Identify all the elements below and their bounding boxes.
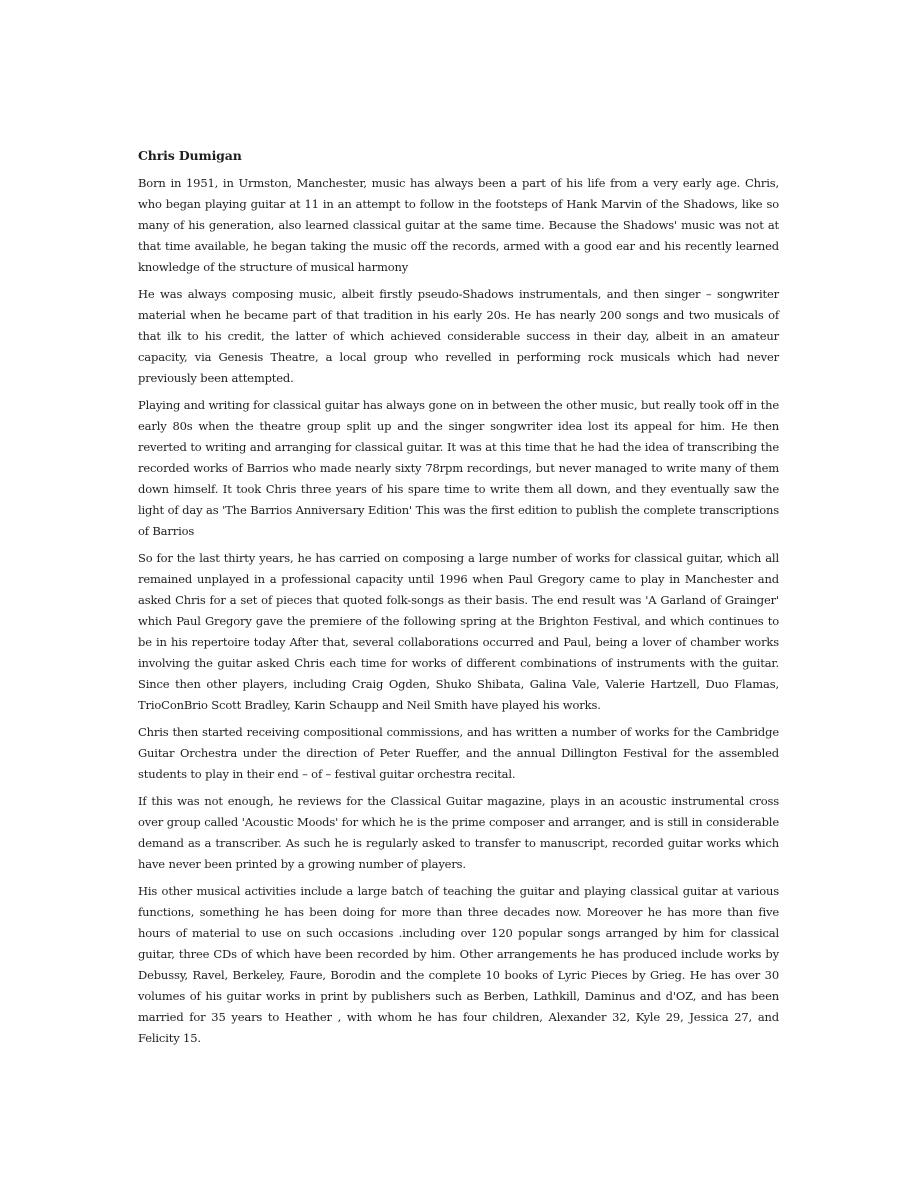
biography-title: Chris Dumigan — [138, 148, 242, 163]
paragraph-other-activities: His other musical activities include a large batch of teaching the guitar and playing classical guitar at various functions, something he has been doing for more than three decades now. Moreover he has more than five hours of material to use on such occasions .including over 120 popular songs arranged by him for classical guitar, three CDs of which have been recorded by him. Other arrangements he has produced include works by Debussy, Ravel, Berkeley, Faure, Borodin and the complete 10 books of Lyric Pieces by Grieg. He has over 30 volumes of his guitar works in print by publishers such as Berben, Lathkill, Daminus and d'OZ, and has been married for 35 years to Heather , with whom he has four children, Alexander 32, Kyle 29, Jessica 27, and Felicity 15. — [138, 884, 779, 1045]
paragraph-early-life: Born in 1951, in Urmston, Manchester, music has always been a part of his life from a very early age. Chris, who began playing guitar at 11 in an attempt to follow in the footsteps of Hank Marvin of the Shadows, like so many of his generation, also learned classical guitar at the same time. Because the Shadows' music was not at that time available, he began taking the music off the records, armed with a good ear and his recently learned knowledge of the structure of musical harmony — [138, 176, 779, 274]
paragraph-commissions: Chris then started receiving compositional commissions, and has written a number of works for the Cambridge Guitar Orchestra under the direction of Peter Rueffer, and the annual Dillington Festival for the assembled students to play in their end – of – festival guitar orchestra recital. — [138, 725, 779, 781]
paragraph-barrios-edition: Playing and writing for classical guitar has always gone on in between the other music, but really took off in the early 80s when the theatre group split up and the singer songwriter idea lost its appeal for him. He then reverted to writing and arranging for classical guitar. It was at this time that he had the idea of transcribing the recorded works of Barrios who made nearly sixty 78rpm recordings, but never managed to write many of them down himself. It took Chris three years of his spare time to write them all down, and they eventually saw the light of day as 'The Barrios Anniversary Edition' This was the first edition to publish the complete transcriptions of Barrios — [138, 398, 779, 538]
paragraph-songwriting: He was always composing music, albeit firstly pseudo-Shadows instrumentals, and then singer – songwriter material when he became part of that tradition in his early 20s. He has nearly 200 songs and two musicals of that ilk to his credit, the latter of which achieved considerable success in their day, albeit in an amateur capacity, via Genesis Theatre, a local group who revelled in performing rock musicals which had never previously been attempted. — [138, 287, 779, 385]
biography-body — [138, 146, 779, 1055]
paragraph-reviews-transcription: If this was not enough, he reviews for the Classical Guitar magazine, plays in an acoustic instrumental cross over group called 'Acoustic Moods' for which he is the prime composer and arranger, and is still in considerable demand as a transcriber. As such he is regularly asked to transfer to manuscript, recorded guitar works which have never been printed by a growing number of players. — [138, 794, 779, 871]
paragraph-classical-works: So for the last thirty years, he has carried on composing a large number of works for classical guitar, which all remained unplayed in a professional capacity until 1996 when Paul Gregory came to play in Manchester and asked Chris for a set of pieces that quoted folk-songs as their basis. The end result was 'A Garland of Grainger' which Paul Gregory gave the premiere of the following spring at the Brighton Festival, and which continues to be in his repertoire today After that, several collaborations occurred and Paul, being a lover of chamber works involving the guitar asked Chris each time for works of different combinations of instruments with the guitar. Since then other players, including Craig Ogden, Shuko Shibata, Galina Vale, Valerie Hartzell, Duo Flamas, TrioConBrio Scott Bradley, Karin Schaupp and Neil Smith have played his works. — [138, 551, 779, 712]
